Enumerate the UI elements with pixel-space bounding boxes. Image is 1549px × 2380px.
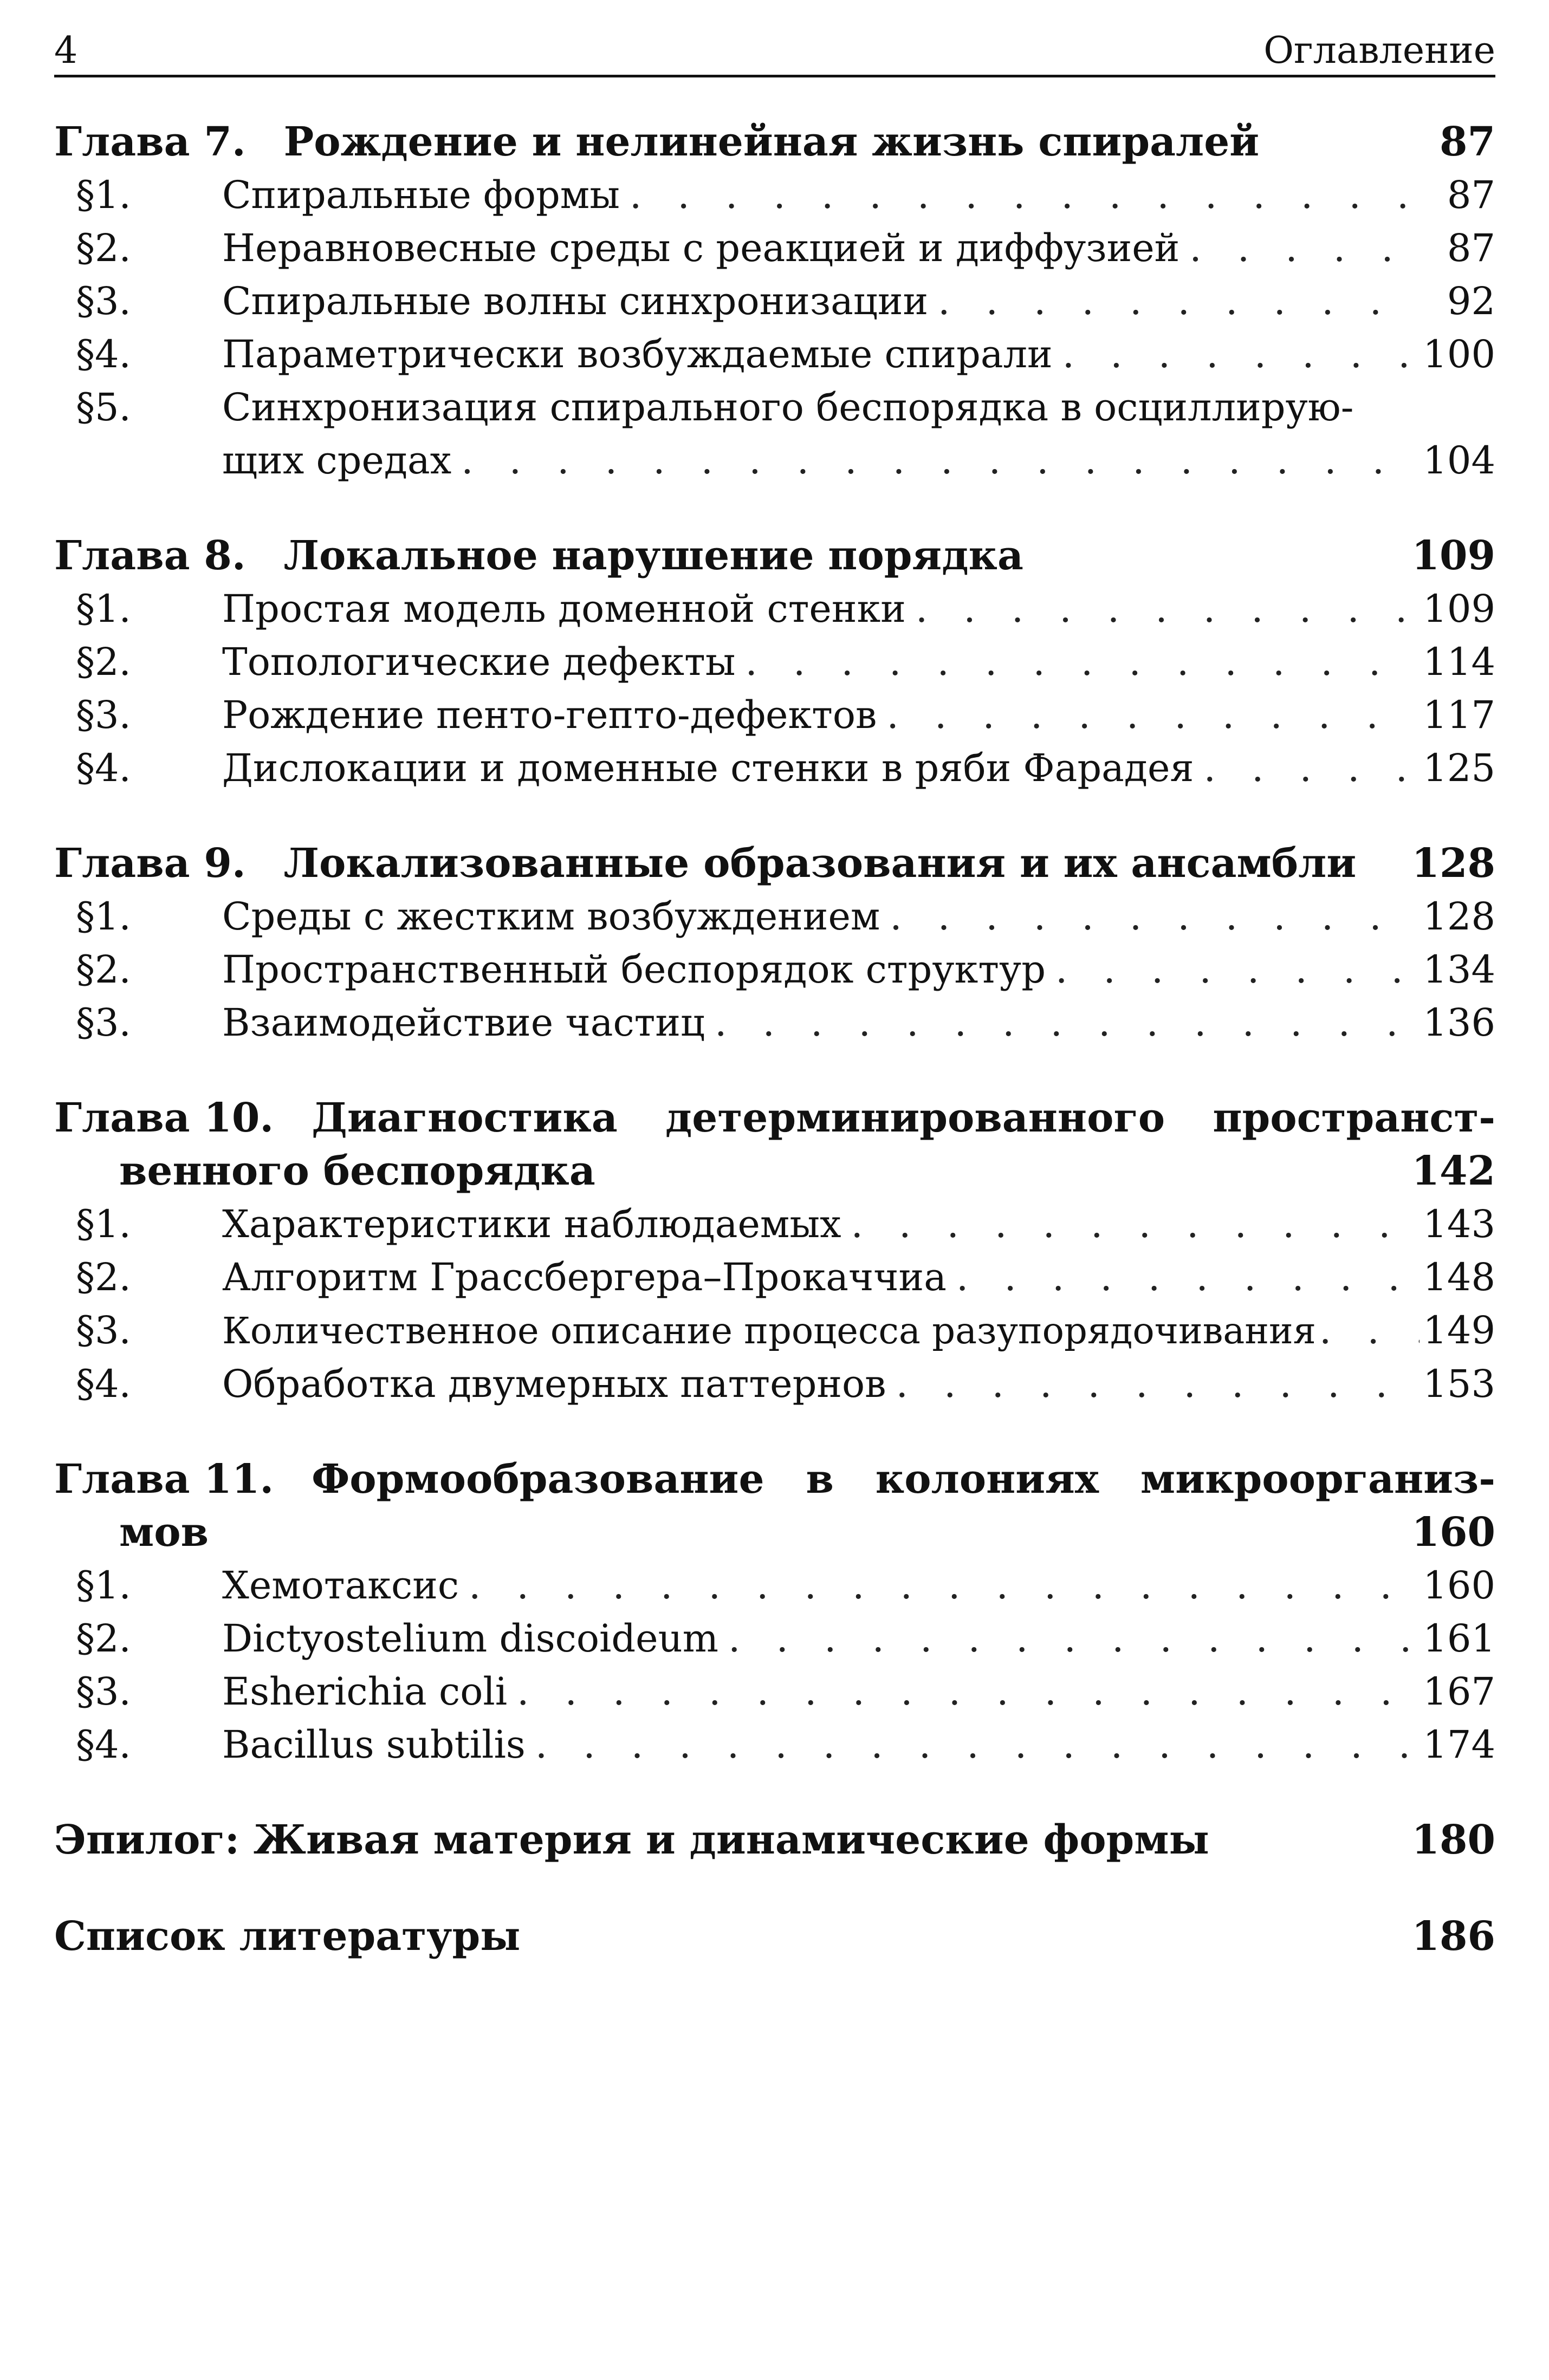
toc-section[interactable] (54, 582, 1495, 635)
references-page: 186 (1411, 1913, 1495, 1960)
dot-leader (461, 434, 1413, 487)
dot-leader (728, 1612, 1413, 1665)
section-page: 167 (1423, 1669, 1495, 1714)
section-page: 149 (1423, 1308, 1495, 1352)
section-title: Спиральные формы (222, 173, 620, 217)
dot-leader (715, 996, 1413, 1049)
dot-leader (1189, 222, 1421, 275)
chapter-9 (54, 837, 1495, 1049)
section-title-line2: щих средах (222, 438, 452, 483)
section-number: §4. (76, 1722, 131, 1767)
section-page: 136 (1423, 1000, 1495, 1045)
running-head (54, 29, 1495, 77)
section-number: §1. (76, 1202, 131, 1246)
chapter-label: Глава 9. (54, 840, 246, 887)
dot-leader (1062, 328, 1414, 381)
section-title: Dictyostelium discoideum (222, 1616, 719, 1661)
chapter-heading[interactable] (54, 1091, 1495, 1198)
dot-leader (1319, 1304, 1420, 1357)
section-page: 143 (1423, 1202, 1495, 1246)
section-page: 109 (1423, 587, 1495, 631)
section-title: Топологические дефекты (222, 640, 736, 684)
section-page: 100 (1423, 332, 1495, 376)
chapter-title: Локализованные образования и их ансамбли (283, 840, 1357, 887)
toc-section[interactable] (54, 168, 1495, 222)
dot-leader (517, 1665, 1413, 1718)
section-title: Пространственный беспорядок структур (222, 947, 1046, 992)
epilogue-title: Эпилог: Живая материя и динамические формы (54, 1817, 1209, 1863)
chapter-heading[interactable] (54, 115, 1495, 168)
table-of-contents (54, 115, 1495, 1963)
chapter-heading[interactable] (54, 837, 1495, 890)
section-title: Простая модель доменной стенки (222, 587, 906, 631)
section-number: §2. (76, 1255, 131, 1299)
dot-leader (1055, 943, 1413, 996)
chapter-11 (54, 1453, 1495, 1771)
running-title: Оглавление (1263, 29, 1495, 72)
toc-section[interactable] (54, 688, 1495, 742)
chapter-page: 87 (1440, 119, 1495, 165)
chapter-page: 160 (1411, 1509, 1495, 1556)
chapter-title-line1: Диагностика детерминированного пространст- (312, 1095, 1495, 1141)
chapter-label: Глава 10. (54, 1095, 274, 1141)
section-number: §3. (76, 279, 131, 323)
toc-page (54, 29, 1495, 2006)
chapter-label: Глава 8. (54, 532, 246, 579)
section-page: 87 (1447, 226, 1495, 270)
toc-section[interactable] (54, 1304, 1495, 1357)
section-page: 128 (1423, 894, 1495, 939)
dot-leader (535, 1718, 1414, 1771)
section-title: Bacillus subtilis (222, 1722, 526, 1767)
chapter-title: Локальное нарушение порядка (283, 532, 1023, 579)
epilogue-page: 180 (1411, 1817, 1495, 1863)
section-number: §4. (76, 1362, 131, 1406)
chapter-8 (54, 529, 1495, 795)
toc-section[interactable] (54, 222, 1495, 275)
section-number: §2. (76, 640, 131, 684)
dot-leader (890, 890, 1413, 943)
section-number: §4. (76, 332, 131, 376)
dot-leader (630, 168, 1421, 222)
section-number: §3. (76, 1308, 131, 1352)
toc-section[interactable] (54, 328, 1495, 381)
section-title: Esherichia coli (222, 1669, 508, 1714)
section-number: §5. (76, 385, 131, 430)
section-title-line1: Синхронизация спирального беспорядка в осциллирую- (222, 385, 1354, 430)
section-title: Алгоритм Грассбергера–Прокаччиа (222, 1255, 947, 1299)
section-title: Количественное описание процесса разупорядочивания (222, 1310, 1316, 1352)
chapter-label: Глава 7. (54, 119, 246, 165)
section-number: §4. (76, 746, 131, 790)
section-number: §3. (76, 693, 131, 737)
section-page: 104 (1423, 438, 1495, 483)
dot-leader (896, 1357, 1414, 1410)
dot-leader (469, 1559, 1413, 1612)
section-page: 92 (1447, 279, 1495, 323)
toc-section[interactable] (54, 943, 1495, 996)
section-title: Рождение пенто-гепто-дефектов (222, 693, 877, 737)
section-page: 117 (1423, 693, 1495, 737)
dot-leader (1204, 742, 1414, 795)
chapter-title-line2: мов (119, 1509, 209, 1556)
toc-section[interactable] (54, 275, 1495, 328)
section-number: §2. (76, 1616, 131, 1661)
section-page: 134 (1423, 947, 1495, 992)
section-title: Взаимодействие частиц (222, 1000, 705, 1045)
chapter-title-line1: Формообразование в колониях микроорганиз- (312, 1456, 1495, 1503)
toc-section[interactable] (54, 1198, 1495, 1251)
section-number: §3. (76, 1000, 131, 1045)
toc-section[interactable] (54, 996, 1495, 1049)
section-page: 161 (1423, 1616, 1495, 1661)
section-number: §1. (76, 173, 131, 217)
section-page: 87 (1447, 173, 1495, 217)
chapter-label: Глава 11. (54, 1456, 274, 1503)
chapter-10 (54, 1091, 1495, 1410)
section-title: Неравновесные среды с реакцией и диффузией (222, 226, 1180, 270)
section-number: §2. (76, 226, 131, 270)
section-title: Обработка двумерных паттернов (222, 1362, 886, 1406)
toc-section[interactable] (54, 1559, 1495, 1612)
section-page: 125 (1423, 746, 1495, 790)
section-title: Дислокации и доменные стенки в ряби Фарадея (222, 746, 1194, 790)
section-page: 160 (1423, 1563, 1495, 1608)
chapter-heading[interactable] (54, 1453, 1495, 1559)
section-title: Среды с жестким возбуждением (222, 894, 880, 939)
dot-leader (956, 1251, 1413, 1304)
section-title: Параметрически возбуждаемые спирали (222, 332, 1053, 376)
epilogue-entry[interactable] (54, 1813, 1495, 1867)
toc-section[interactable] (54, 1251, 1495, 1304)
toc-section[interactable] (54, 1665, 1495, 1718)
page-number: 4 (54, 29, 78, 72)
section-number: §1. (76, 1563, 131, 1608)
chapter-page: 142 (1411, 1148, 1495, 1194)
section-page: 148 (1423, 1255, 1495, 1299)
dot-leader (938, 275, 1421, 328)
chapter-7 (54, 115, 1495, 487)
chapter-page: 109 (1411, 532, 1495, 579)
references-entry[interactable] (54, 1910, 1495, 1963)
references-title: Список литературы (54, 1913, 521, 1960)
dot-leader (886, 688, 1413, 742)
section-page: 174 (1423, 1722, 1495, 1767)
toc-section[interactable] (54, 1718, 1495, 1771)
toc-section[interactable] (54, 635, 1495, 688)
section-number: §1. (76, 587, 131, 631)
section-title: Хемотаксис (222, 1563, 459, 1608)
section-number: §3. (76, 1669, 131, 1714)
section-number: §2. (76, 947, 131, 992)
dot-leader (851, 1198, 1414, 1251)
dot-leader (746, 635, 1414, 688)
toc-section[interactable] (54, 890, 1495, 943)
chapter-title-line2: венного беспорядка (119, 1148, 595, 1194)
section-page: 114 (1423, 640, 1495, 684)
section-number: §1. (76, 894, 131, 939)
chapter-page: 128 (1411, 840, 1495, 887)
toc-section[interactable] (54, 742, 1495, 795)
toc-section[interactable] (54, 1612, 1495, 1665)
section-page: 153 (1423, 1362, 1495, 1406)
section-title: Спиральные волны синхронизации (222, 279, 929, 323)
toc-section-continuation[interactable] (54, 434, 1495, 487)
chapter-heading[interactable] (54, 529, 1495, 582)
toc-section[interactable] (54, 1357, 1495, 1410)
dot-leader (916, 582, 1413, 635)
chapter-title: Рождение и нелинейная жизнь спиралей (283, 119, 1260, 165)
toc-section[interactable] (54, 381, 1495, 434)
section-title: Характеристики наблюдаемых (222, 1202, 841, 1246)
